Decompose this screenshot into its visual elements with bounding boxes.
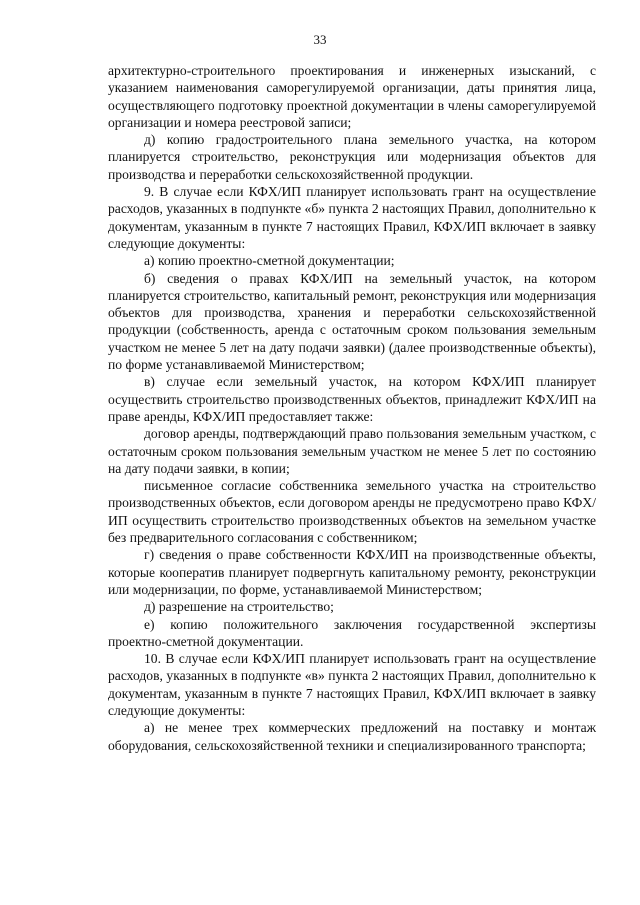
paragraph-clause-10: 10. В случае если КФХ/ИП планирует использовать грант на осуществление расходов, указанных в подпункте «в» пункта 2 настоящих Правил, дополнительно к документам, указанным в пункте 7 настоящих Правил, КФХ/ИП включает в заявку следующие документы: [108, 651, 596, 718]
paragraph-lease-contract: договор аренды, подтверждающий право пользования земельным участком, с остаточным сроком пользования земельным участком не менее 5 лет по состоянию на дату подачи заявки, в копии; [108, 426, 596, 476]
paragraph-item-g-ownership: г) сведения о праве собственности КФХ/ИП на производственные объекты, которые кооператив планирует подвергнуть капитальному ремонту, реконструкции или модернизации, по форме, устанавливаемой Министерством; [108, 547, 596, 597]
paragraph-item-v-lease: в) случае если земельный участок, на котором КФХ/ИП планирует осуществить строительство производственных объектов, принадлежит КФХ/ИП на праве аренды, КФХ/ИП предоставляет также: [108, 374, 596, 424]
paragraph-item-a-psd: а) копию проектно-сметной документации; [144, 253, 395, 269]
paragraph-item-a-offers: а) не менее трех коммерческих предложений на поставку и монтаж оборудования, сельскохозяйственной техники и специализированного транспорта; [108, 720, 596, 753]
paragraph-item-e-expertise: е) копию положительного заключения государственной экспертизы проектно-сметной документации. [108, 616, 596, 649]
paragraph-item-d-permit: д) разрешение на строительство; [144, 599, 334, 615]
paragraph-item-b-land-rights: б) сведения о правах КФХ/ИП на земельный участок, на котором планируется строительство, капитальный ремонт, реконструкция или модернизация объектов для производства, хранения и переработки сельскохозяйственной продукции (собственность, аренда с остаточным сроком пользования земельным участком не менее 5 лет на дату подачи заявки) (далее производственные объекты), по форме устанавливаемой Министерством; [108, 270, 596, 373]
paragraph-clause-9: 9. В случае если КФХ/ИП планирует использовать грант на осуществление расходов, указанных в подпункте «б» пункта 2 настоящих Правил, дополнительно к документам, указанным в пункте 7 настоящих Правил, КФХ/ИП включает в заявку следующие документы: [108, 184, 596, 251]
document-body [108, 62, 596, 754]
paragraph-item-d-gradplan: д) копию градостроительного плана земельного участка, на котором планируется строительство, реконструкция или модернизация объектов для производства и переработки сельскохозяйственной продукции. [108, 132, 596, 182]
paragraph-continuation: архитектурно-строительного проектирования и инженерных изысканий, с указанием наименования саморегулируемой организации, даты принятия лица, осуществляющего подготовку проектной документации в члены саморегулируемой организации и номера реестровой записи; [108, 63, 596, 130]
page-number: 33 [313, 32, 327, 47]
paragraph-owner-consent: письменное согласие собственника земельного участка на строительство производственных объектов, если договором аренды не предусмотрено право КФХ/ИП осуществить строительство производственных объектов на земельном участке без предварительного согласования с собственником; [108, 478, 596, 546]
